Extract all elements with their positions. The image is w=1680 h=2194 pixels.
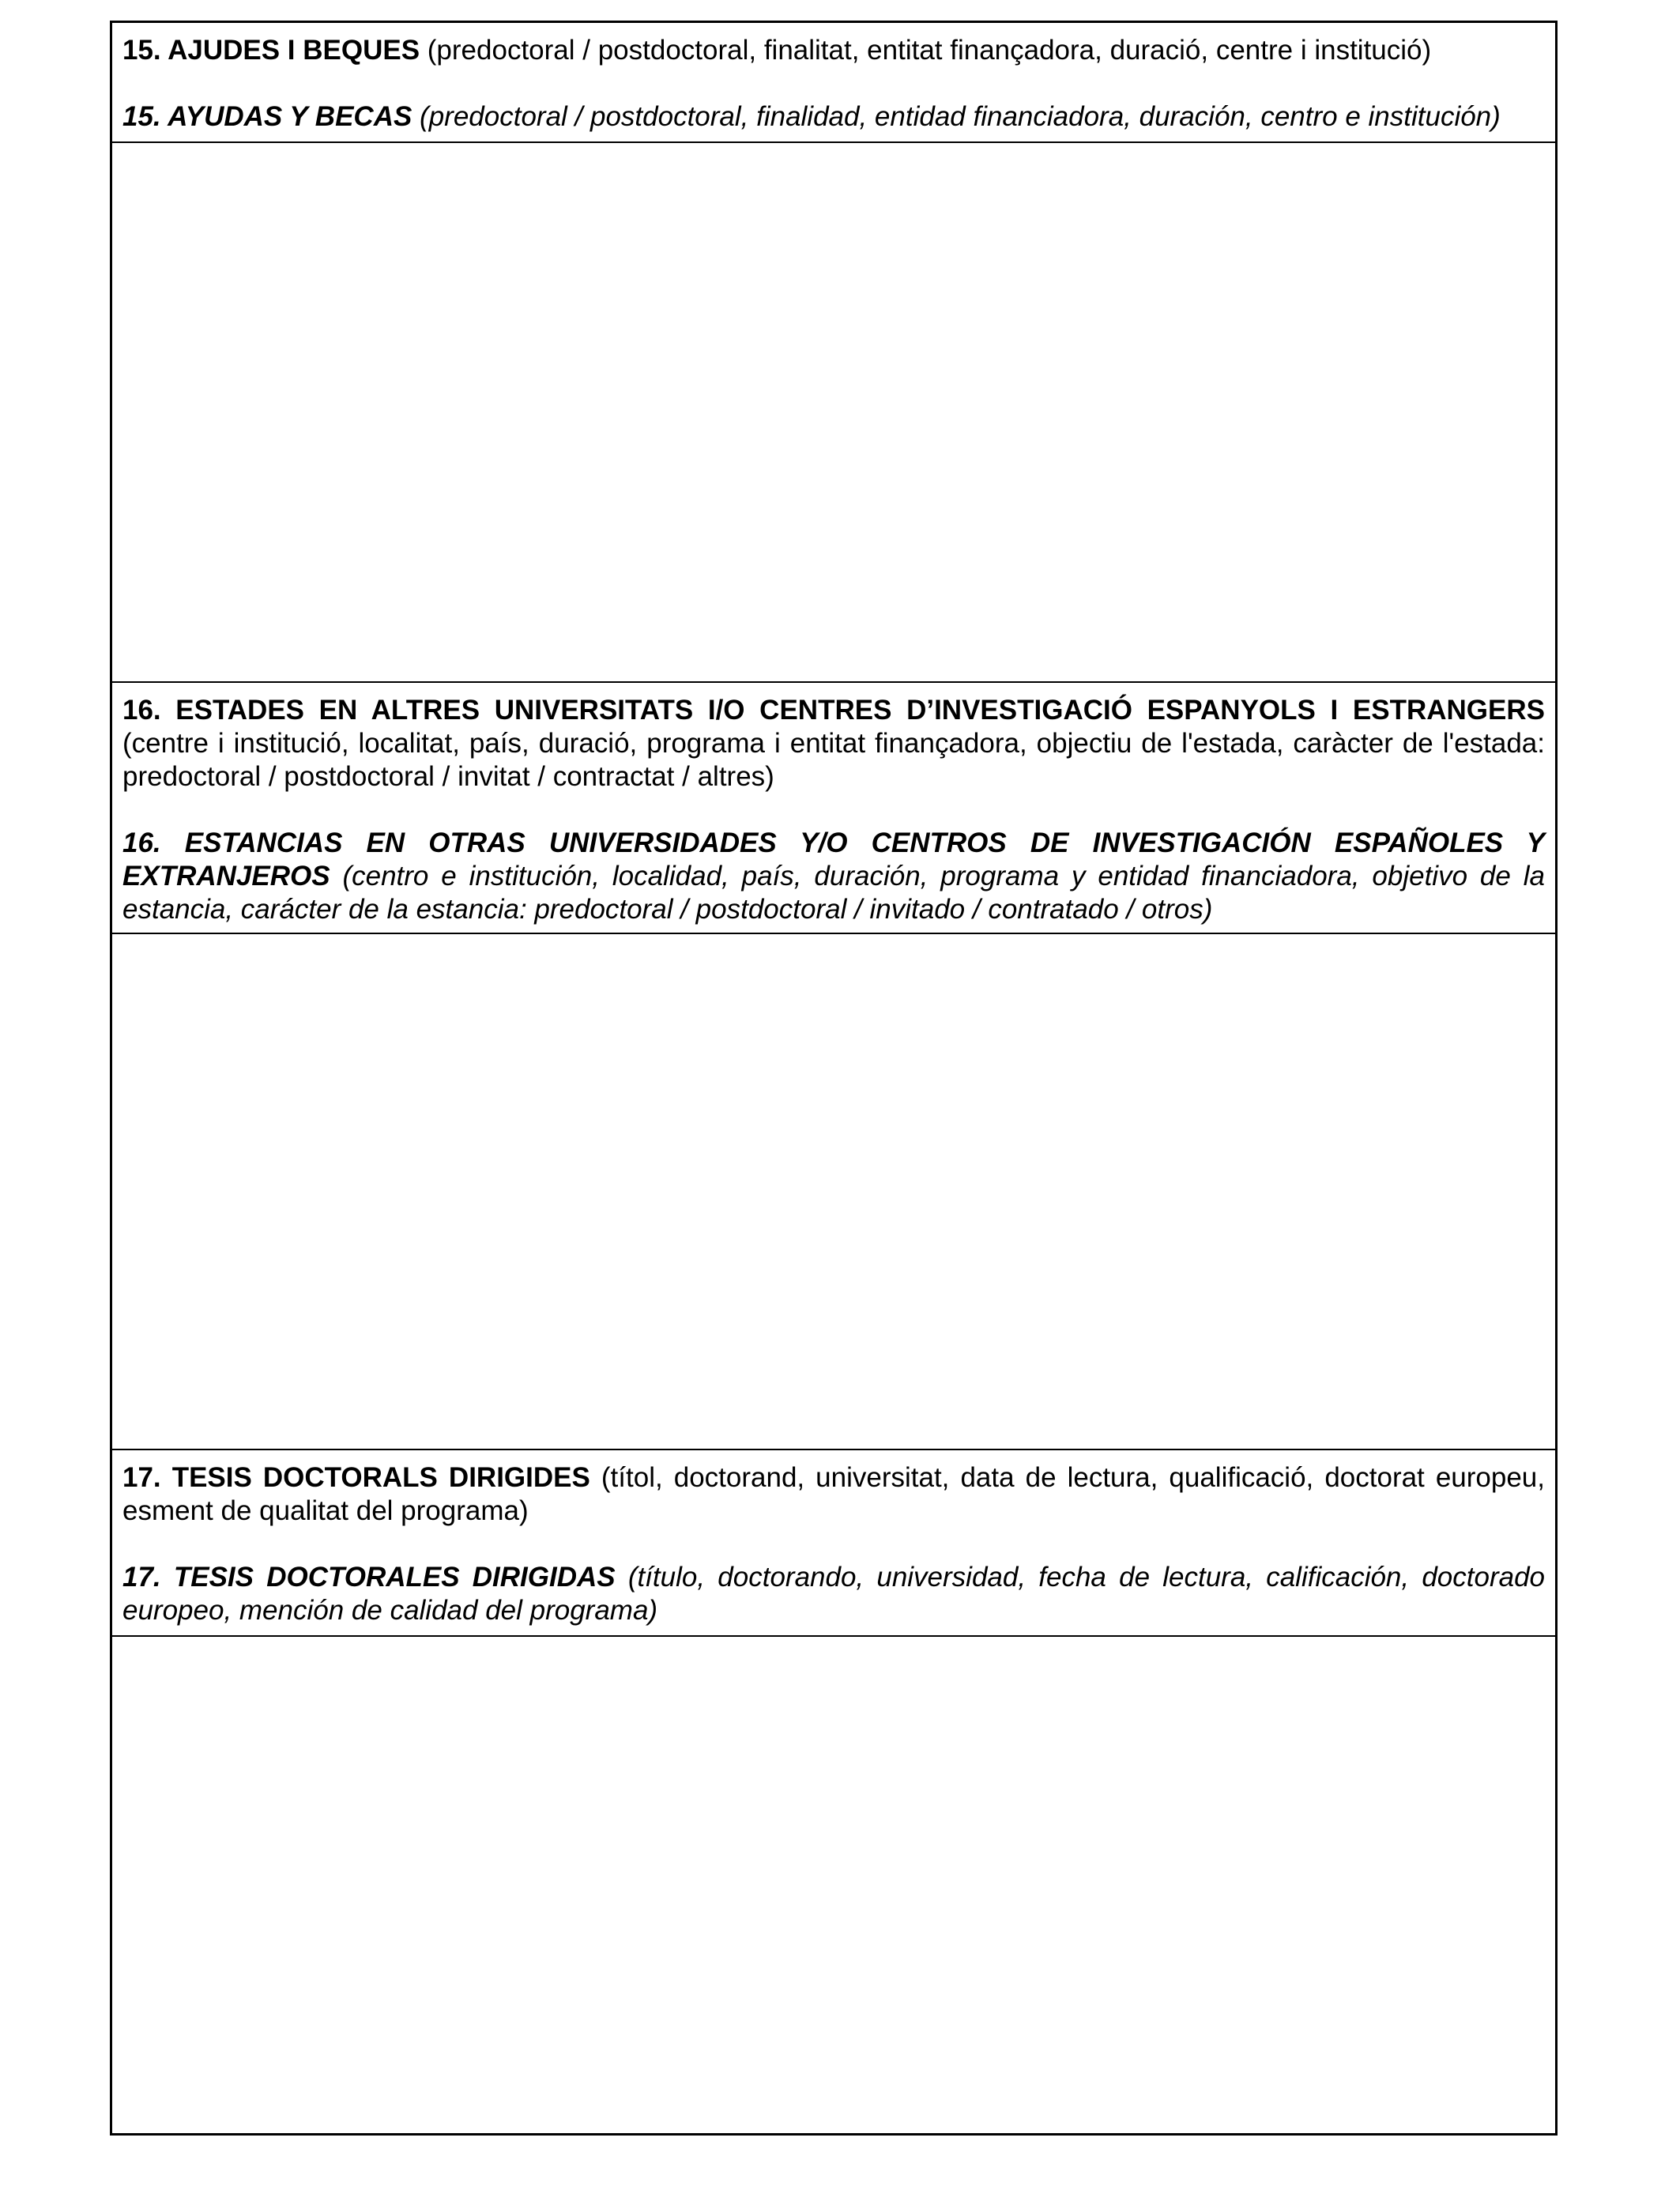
section-16-spanish-label xyxy=(122,827,1545,926)
section-17-catalan-detail: (títol, doctorand, universitat, data de lectura, qualificació, doctorat europeu, esment de qualitat del programa) xyxy=(122,1462,1545,1526)
section-16-catalan-heading: 16. ESTADES EN ALTRES UNIVERSITATS I/O CENTRES D’INVESTIGACIÓ ESPANYOLS I ESTRANGERS xyxy=(122,695,1545,726)
section-15-spanish-label xyxy=(122,100,1545,134)
section-16-spanish-heading: 16. ESTANCIAS EN OTRAS UNIVERSIDADES Y/O CENTROS DE INVESTIGACIÓN ESPAÑOLES Y EXTRANJEROS xyxy=(122,827,1545,892)
section-16-spanish-detail: (centro e institución, localidad, país, duración, programa y entidad financiadora, objetivo de la estancia, carácter de la estancia: predoctoral / postdoctoral / invitado / contratado / otros) xyxy=(122,861,1545,925)
section-16-entry-field[interactable] xyxy=(112,934,1555,1450)
section-17-catalan-heading: 17. TESIS DOCTORALS DIRIGIDES xyxy=(122,1462,590,1493)
section-15-entry-field[interactable] xyxy=(112,143,1555,683)
section-17-entry-field[interactable] xyxy=(112,1637,1555,2133)
section-15-catalan-heading: 15. AJUDES I BEQUES xyxy=(122,35,420,66)
section-17-spanish-heading: 17. TESIS DOCTORALES DIRIGIDAS xyxy=(122,1562,616,1593)
section-17-header xyxy=(112,1450,1555,1637)
section-15-catalan-label xyxy=(122,34,1545,67)
section-16-catalan-detail: (centre i institució, localitat, país, duració, programa i entitat finançadora, objectiu de l'estada, caràcter de l'estada: predoctoral / postdoctoral / invitat / contractat / altres) xyxy=(122,728,1545,792)
section-15-spanish-detail: (predoctoral / postdoctoral, finalidad, entidad financiadora, duración, centro e institución) xyxy=(412,101,1501,132)
section-17-spanish-label xyxy=(122,1561,1545,1627)
cv-form-table xyxy=(110,21,1558,2136)
section-15-catalan-detail: (predoctoral / postdoctoral, finalitat, entitat finançadora, duració, centre i institució) xyxy=(420,35,1432,66)
section-17-spanish-detail: (título, doctorando, universidad, fecha de lectura, calificación, doctorado europeo, mención de calidad del programa) xyxy=(122,1562,1546,1626)
section-15-spanish-heading: 15. AYUDAS Y BECAS xyxy=(122,101,412,132)
section-16-catalan-label xyxy=(122,694,1545,794)
section-15-header xyxy=(112,23,1555,143)
section-16-header xyxy=(112,683,1555,934)
section-17-catalan-label xyxy=(122,1461,1545,1528)
